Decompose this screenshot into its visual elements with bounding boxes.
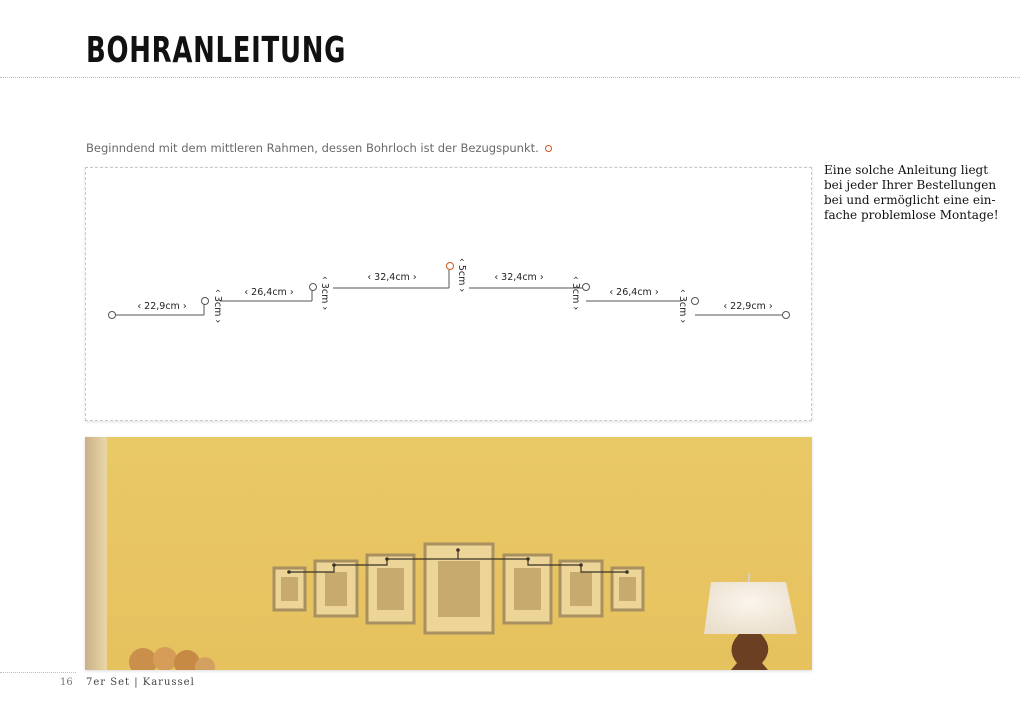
artwork bbox=[325, 572, 347, 606]
flower bbox=[153, 647, 177, 670]
artwork bbox=[570, 572, 592, 606]
lamp-base bbox=[731, 634, 768, 670]
overlay-point bbox=[385, 557, 389, 561]
distance-label: ‹ 32,4cm › bbox=[494, 272, 544, 283]
header-divider bbox=[0, 77, 1020, 78]
page-title: BOHRANLEITUNG bbox=[86, 30, 347, 71]
distance-label: ‹ 26,4cm › bbox=[244, 287, 294, 298]
drill-hole-icon bbox=[783, 312, 790, 319]
intro-label: Beginndend mit dem mittleren Rahmen, dessen Bohrloch ist der Bezugspunkt. bbox=[86, 141, 539, 155]
height-label: ‹ 5cm › bbox=[456, 258, 467, 293]
drilling-diagram bbox=[85, 167, 812, 421]
drilling-diagram-svg bbox=[86, 168, 813, 422]
distance-label: ‹ 22,9cm › bbox=[723, 301, 773, 312]
reference-point-icon bbox=[545, 145, 552, 152]
height-label: ‹ 3cm › bbox=[570, 276, 581, 311]
drill-hole-icon bbox=[202, 298, 209, 305]
artwork bbox=[438, 561, 480, 617]
distance-label: ‹ 26,4cm › bbox=[609, 287, 659, 298]
room-photo bbox=[85, 437, 812, 670]
drill-hole-icon bbox=[692, 298, 699, 305]
artwork bbox=[377, 568, 404, 610]
height-label: ‹ 3cm › bbox=[677, 289, 688, 324]
overlay-point bbox=[579, 563, 583, 567]
artwork bbox=[619, 577, 636, 601]
overlay-point bbox=[456, 548, 460, 552]
height-label: ‹ 3cm › bbox=[212, 289, 223, 324]
drill-hole-icon bbox=[583, 284, 590, 291]
reference-hole-icon bbox=[447, 263, 454, 270]
side-note: Eine solche Anleitung liegt bei jeder Ihrer Bestellungen bei und ermöglicht eine ein-fache problemlose Montage! bbox=[824, 163, 999, 222]
drill-hole-icon bbox=[109, 312, 116, 319]
page-number: 16 bbox=[60, 677, 73, 688]
height-label: ‹ 3cm › bbox=[319, 276, 330, 311]
distance-label: ‹ 32,4cm › bbox=[367, 272, 417, 283]
distance-label: ‹ 22,9cm › bbox=[137, 301, 187, 312]
footer-title: 7er Set | Karussel bbox=[86, 677, 195, 688]
drill-hole-icon bbox=[310, 284, 317, 291]
curtain bbox=[85, 437, 107, 670]
artwork bbox=[514, 568, 541, 610]
overlay-point bbox=[625, 570, 629, 574]
intro-text bbox=[86, 141, 552, 155]
overlay-point bbox=[332, 563, 336, 567]
overlay-point bbox=[287, 570, 291, 574]
artwork bbox=[281, 577, 298, 601]
overlay-point bbox=[526, 557, 530, 561]
room-photo-svg bbox=[85, 437, 812, 670]
lamp-shade bbox=[704, 582, 797, 634]
footer-divider bbox=[0, 672, 76, 673]
